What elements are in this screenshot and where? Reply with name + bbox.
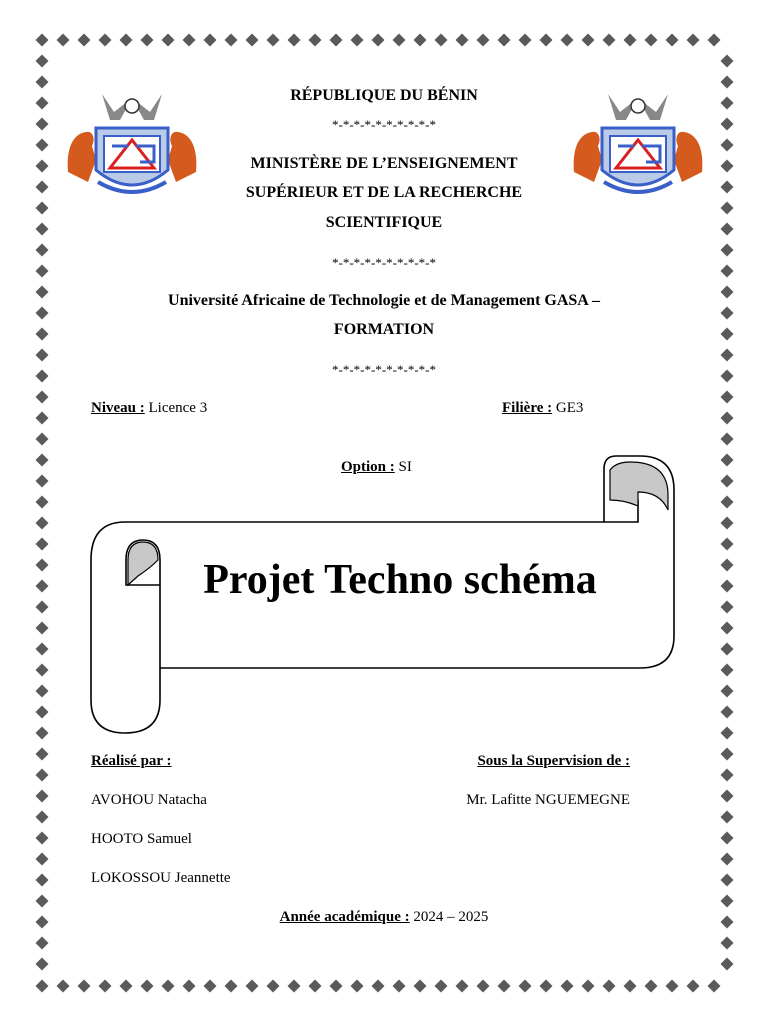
university-line-2: FORMATION: [333, 321, 435, 338]
author-name: LOKOSSOU Jeannette: [91, 870, 231, 886]
realise-par-heading: [91, 751, 172, 771]
realise-par-label: Réalisé par :: [91, 753, 172, 769]
supervisor-name: Mr. Lafitte NGUEMEGNE: [466, 792, 630, 808]
ministry-line-1: MINISTÈRE DE L’ENSEIGNEMENT: [250, 155, 518, 172]
supervision-heading: [477, 751, 630, 771]
ministry-line-2: SUPÉRIEUR ET DE LA RECHERCHE: [245, 184, 523, 201]
separator-stars: *-*-*-*-*-*-*-*-*-*: [332, 117, 436, 132]
supervision-label: Sous la Supervision de :: [477, 753, 630, 769]
university-line-1: Université Africaine de Technologie et de Management GASA –: [168, 292, 600, 309]
filiere-value: GE3: [552, 400, 584, 416]
author-name: AVOHOU Natacha: [91, 792, 207, 808]
filiere-label: Filière :: [502, 400, 553, 416]
country-name: RÉPUBLIQUE DU BÉNIN: [290, 87, 478, 104]
academic-year: [0, 907, 768, 927]
niveau-value: Licence 3: [144, 400, 208, 416]
academic-year-label: Année académique :: [279, 909, 410, 925]
separator-stars: *-*-*-*-*-*-*-*-*-*: [332, 255, 436, 270]
option-label: Option :: [341, 459, 395, 475]
author-name: HOOTO Samuel: [91, 831, 192, 847]
project-title: Projet Techno schéma: [203, 557, 597, 603]
option-value: SI: [394, 459, 412, 475]
niveau-label: Niveau :: [91, 400, 145, 416]
separator-stars: *-*-*-*-*-*-*-*-*-*: [332, 362, 436, 377]
ministry-line-3: SCIENTIFIQUE: [325, 214, 443, 231]
academic-year-value: 2024 – 2025: [409, 909, 489, 925]
